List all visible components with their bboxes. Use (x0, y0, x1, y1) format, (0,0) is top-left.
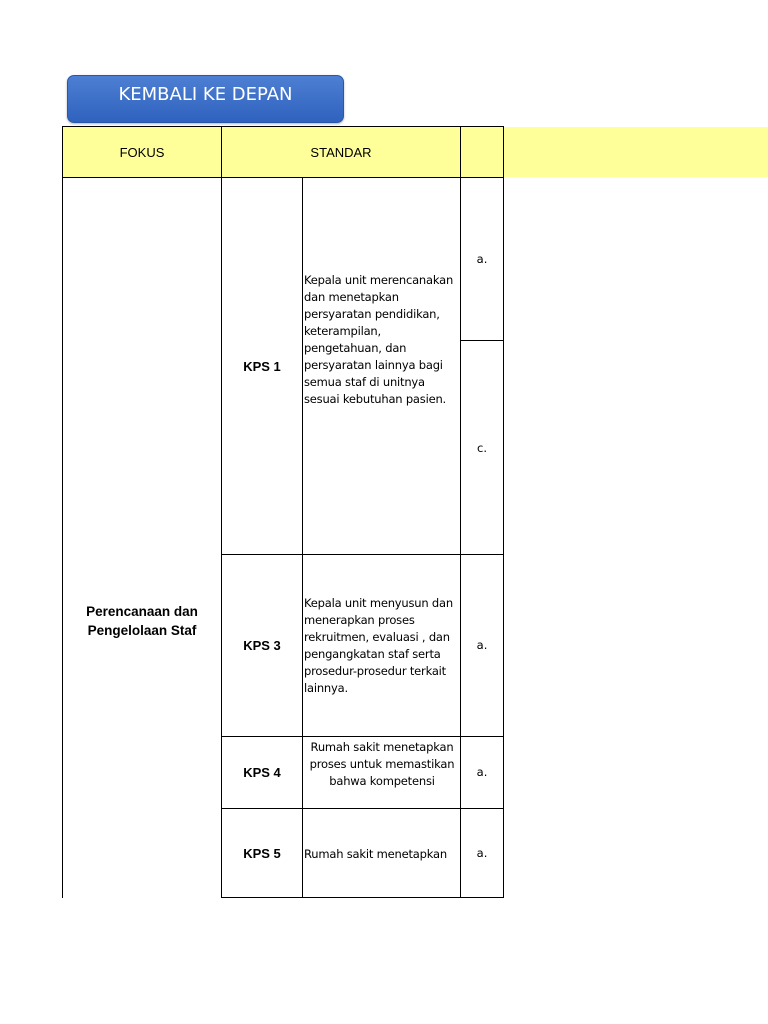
item-letter: a. (476, 638, 488, 652)
standard-text: Kepala unit merencanakan dan menetapkan persyaratan pendidikan, keterampilan, pengetahuan, dan persyaratan lainnya bagi semua staf di unitnya sesuai kebutuhan pasien. (304, 273, 454, 406)
item-letter: a. (476, 765, 488, 779)
kps-code: KPS 1 (243, 359, 281, 374)
back-to-front-button[interactable]: KEMBALI KE DEPAN (67, 75, 344, 123)
grid-line (62, 177, 504, 178)
grid-line (221, 736, 504, 737)
header-fokus (63, 127, 221, 177)
standard-text: Rumah sakit menetapkan proses untuk memastikan bahwa kompetensi (309, 740, 455, 788)
header-extra (461, 127, 503, 177)
kps-code: KPS 4 (243, 765, 281, 780)
fokus-cell: Perencanaan dan Pengelolaan Staf (86, 604, 198, 638)
grid-line (221, 808, 504, 809)
grid-line (221, 126, 222, 898)
header-fokus-label: FOKUS (119, 144, 165, 160)
grid-line (460, 126, 461, 898)
standard-text: Rumah sakit menetapkan (304, 847, 447, 861)
grid-line (221, 897, 504, 898)
grid-line (503, 126, 504, 898)
kps-code: KPS 5 (243, 846, 281, 861)
grid-line (62, 126, 63, 898)
item-letter: a. (476, 846, 488, 860)
grid-line (302, 177, 303, 898)
kps-code: KPS 3 (243, 638, 281, 653)
grid-line (460, 340, 504, 341)
item-letter: c. (477, 441, 487, 455)
header-band (503, 127, 768, 177)
grid-line (221, 554, 504, 555)
grid-line (62, 126, 504, 127)
standard-text: Kepala unit menyusun dan menerapkan proses rekruitmen, evaluasi , dan pengangkatan staf serta prosedur-prosedur terkait lainnya. (304, 596, 453, 695)
header-standar-label: STANDAR (310, 144, 372, 160)
item-letter: a. (476, 252, 488, 266)
header-standar (222, 127, 460, 177)
